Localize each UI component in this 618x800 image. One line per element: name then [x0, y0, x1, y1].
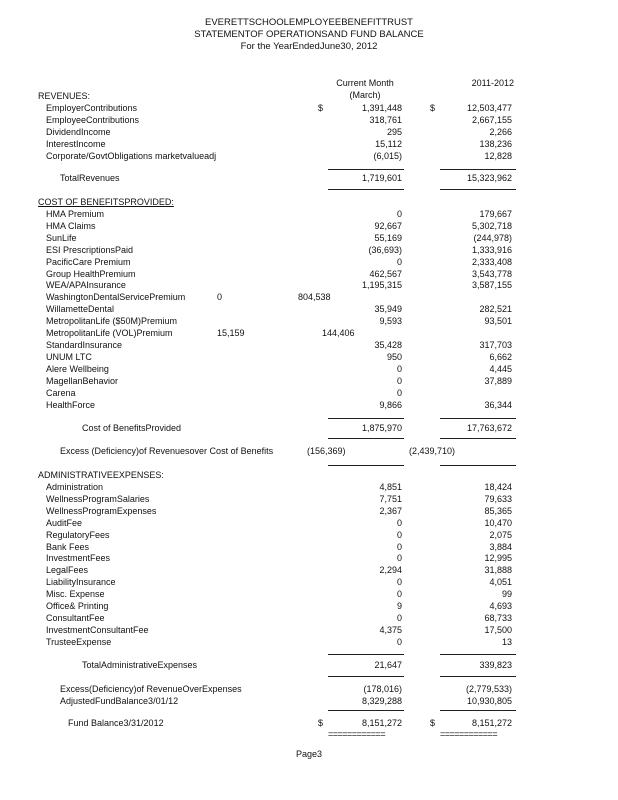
total-revenues-month: 1,719,601: [361, 173, 402, 183]
column-header-current-month: Current Month: [336, 78, 394, 88]
currency-symbol: $: [430, 718, 436, 728]
line-item-label: ConsultantFee: [46, 612, 105, 623]
line-item-label: Carena: [46, 388, 76, 398]
line-item-month: 0: [396, 209, 402, 219]
fund-balance-label: Fund Balance3/31/2012: [68, 718, 164, 728]
line-item-month: 0: [396, 256, 402, 267]
report-title: EVERETTSCHOOLEMPLOYEEBENEFITTRUST: [205, 17, 413, 28]
line-item-label: UNUM LTC: [46, 352, 92, 362]
line-item-label: HMA Premium: [46, 209, 105, 219]
line-item-label: DividendIncome: [46, 127, 111, 137]
subtotal-rule: [440, 676, 516, 677]
total-admin-ytd: 339,823: [479, 660, 512, 670]
line-item-label: WEA/APAInsurance: [46, 280, 126, 291]
line-item-month: 55,169: [374, 232, 402, 243]
excess-benefits-ytd: (2,439,710): [409, 446, 456, 456]
metlife-vol-value: 15,159: [217, 328, 245, 338]
line-item-month: 92,667: [374, 220, 402, 231]
line-item-label: InvestmentFees: [46, 553, 111, 564]
line-item-ytd: 79,633: [484, 493, 512, 504]
line-item-label: WellnessProgramSalaries: [46, 493, 150, 504]
double-rule: ============: [328, 729, 386, 739]
subtotal-rule: [328, 654, 404, 655]
metlife-vol-ytd: 144,406: [322, 328, 355, 338]
line-item-label: MagellanBehavior: [46, 376, 119, 386]
line-item-label: Corporate/GovtObligations marketvalueadj: [46, 151, 217, 161]
line-item-month: 462,567: [369, 268, 402, 279]
subtotal-rule: [440, 654, 516, 655]
subtotal-rule: [328, 465, 404, 466]
line-item-month: 0: [396, 577, 402, 588]
subtotal-rule: [328, 169, 404, 170]
line-item-month: 1,195,315: [361, 280, 402, 291]
line-item-ytd: 2,075: [489, 529, 512, 540]
line-item-ytd: 138,236: [479, 139, 512, 149]
line-item-label: Alere Wellbeing: [46, 364, 109, 374]
total-admin-month: 21,647: [374, 660, 402, 670]
line-item-ytd: 5,302,718: [471, 220, 512, 231]
line-item-ytd: 4,051: [489, 577, 512, 588]
total-admin-label: TotalAdministrativeExpenses: [82, 660, 198, 670]
line-item-ytd: 10,470: [484, 517, 512, 528]
section-heading-admin: ADMINISTRATIVEEXPENSES:: [38, 470, 164, 480]
line-item-label: TrusteeExpense: [46, 636, 112, 647]
line-item-label: StandardInsurance: [46, 340, 123, 350]
line-item-label: Group HealthPremium: [46, 268, 136, 279]
excess-benefits-label: Excess (Deficiency)of Revenuesover Cost of Benefits: [60, 446, 274, 456]
line-item-ytd: 3,587,155: [471, 280, 512, 291]
line-item-month: 0: [396, 376, 402, 386]
line-item-month: 0: [396, 529, 402, 540]
metlife-50m-label: MetropolitanLife ($50M)Premium: [46, 316, 178, 326]
line-item-ytd: 18,424: [484, 482, 512, 492]
double-rule: ============: [440, 729, 498, 739]
line-item-month: 4,375: [379, 624, 402, 635]
subtotal-rule: [328, 418, 404, 419]
line-item-ytd: 37,889: [484, 376, 512, 386]
line-item-label: Office& Printing: [46, 601, 109, 611]
fund-balance-ytd: 8,151,272: [471, 718, 512, 728]
line-item-month: 0: [396, 364, 402, 374]
line-item-label: InterestIncome: [46, 139, 106, 149]
line-item-month: 9: [396, 601, 402, 611]
line-item-label: AuditFee: [46, 517, 83, 528]
line-item-month: 0: [396, 388, 402, 398]
cost-benefits-ytd: 17,763,672: [466, 423, 512, 433]
line-item-label: Administration: [46, 482, 104, 492]
line-item-label: InvestmentConsultantFee: [46, 624, 149, 635]
line-item-label: Bank Fees: [46, 541, 90, 552]
total-revenues-ytd: 15,323,962: [466, 173, 512, 183]
willamette-dental-ytd: 282,521: [479, 304, 512, 314]
line-item-month: 0: [396, 541, 402, 552]
line-item-ytd: 85,365: [484, 505, 512, 516]
fund-balance-month: 8,151,272: [361, 718, 402, 728]
line-item-month: 950: [386, 352, 402, 362]
line-item-ytd: 12,828: [484, 151, 512, 161]
line-item-month: (36,693): [368, 244, 402, 255]
line-item-label: LiabilityInsurance: [46, 577, 116, 588]
subtotal-rule: [440, 189, 516, 190]
cost-benefits-label: Cost of BenefitsProvided: [82, 423, 182, 433]
currency-symbol: $: [318, 103, 324, 113]
line-item-label: SunLife: [46, 232, 77, 243]
line-item-label: WellnessProgramExpenses: [46, 505, 157, 516]
subtotal-rule: [440, 418, 516, 419]
line-item-month: 15,112: [375, 139, 402, 149]
adjusted-fund-ytd: 10,930,805: [466, 696, 512, 706]
line-item-label: HMA Claims: [46, 220, 96, 231]
currency-symbol: $: [318, 718, 324, 728]
adjusted-fund-label: AdjustedFundBalance3/01/12: [60, 696, 179, 706]
line-item-label: HealthForce: [46, 400, 96, 410]
line-item-month: 35,428: [374, 340, 402, 350]
line-item-ytd: 1,333,916: [471, 244, 512, 255]
metlife-50m-ytd: 93,501: [484, 316, 512, 326]
line-item-ytd: 12,995: [484, 553, 512, 564]
excess-expenses-ytd: (2,779,533): [465, 684, 512, 694]
line-item-label: Misc. Expense: [46, 589, 105, 600]
excess-expenses-month: (178,016): [363, 684, 402, 694]
column-header-ytd: 2011-2012: [471, 78, 514, 88]
line-item-ytd: 13: [501, 636, 512, 647]
line-item-month: 0: [396, 553, 402, 564]
line-item-ytd: 3,884: [489, 541, 512, 552]
line-item-month: (6,015): [373, 151, 402, 161]
line-item-ytd: 68,733: [484, 612, 512, 623]
line-item-month: 7,751: [379, 493, 402, 504]
line-item-ytd: 31,888: [484, 565, 512, 576]
page-number: Page3: [295, 749, 323, 759]
line-item-label: PacificCare Premium: [46, 256, 131, 267]
section-heading-benefits: COST OF BENEFITSPROVIDED:: [38, 197, 174, 207]
line-item-month: 295: [386, 127, 402, 137]
line-item-ytd: 17,500: [484, 624, 512, 635]
washington-dental-ytd: 804,538: [298, 292, 331, 302]
line-item-ytd: 4,445: [489, 364, 512, 374]
line-item-ytd: 6,662: [489, 352, 512, 362]
line-item-month: 0: [396, 517, 402, 528]
report-subtitle: STATEMENTOF OPERATIONSAND FUND BALANCE: [194, 29, 424, 40]
metlife-vol-label: MetropolitanLife (VOL)Premium: [46, 328, 173, 338]
currency-symbol: $: [430, 103, 436, 113]
subtotal-rule: [328, 189, 404, 190]
line-item-ytd: 179,667: [479, 209, 512, 219]
willamette-dental-label: WillametteDental: [46, 304, 115, 314]
line-item-month: 0: [396, 612, 402, 623]
line-item-ytd: 2,333,408: [471, 256, 512, 267]
line-item-label: ESI PrescriptionsPaid: [46, 244, 134, 255]
section-heading-revenues: REVENUES:: [38, 91, 91, 101]
column-header-month-name: (March): [349, 90, 381, 100]
report-period: For the YearEndedJune30, 2012: [240, 41, 378, 52]
line-item-month: 9,866: [379, 400, 402, 410]
subtotal-rule: [440, 465, 516, 466]
subtotal-rule: [440, 438, 516, 439]
subtotal-rule: [328, 710, 404, 711]
willamette-dental-month: 35,949: [374, 304, 402, 314]
total-revenues-label: TotalRevenues: [60, 173, 120, 183]
excess-expenses-label: Excess(Deficiency)of RevenueOverExpenses: [60, 684, 242, 694]
line-item-ytd: 36,344: [484, 400, 512, 410]
line-item-month: 4,851: [379, 482, 402, 492]
line-item-ytd: 99: [501, 589, 512, 600]
subtotal-rule: [440, 710, 516, 711]
subtotal-rule: [328, 676, 404, 677]
washington-dental-label: WashingtonDentalServicePremium: [46, 292, 186, 302]
line-item-ytd: 4,693: [489, 601, 512, 611]
line-item-month: 1,391,448: [361, 103, 402, 113]
line-item-label: EmployerContributions: [46, 103, 138, 113]
line-item-month: 0: [396, 636, 402, 647]
line-item-ytd: 317,703: [479, 340, 512, 350]
line-item-ytd: 2,667,155: [471, 115, 512, 125]
line-item-ytd: 12,503,477: [466, 103, 512, 113]
subtotal-rule: [328, 438, 404, 439]
line-item-month: 318,761: [369, 115, 402, 125]
line-item-label: LegalFees: [46, 565, 89, 576]
adjusted-fund-month: 8,329,288: [361, 696, 402, 706]
line-item-label: RegulatoryFees: [46, 529, 110, 540]
line-item-month: 2,294: [379, 565, 402, 576]
line-item-ytd: 3,543,778: [471, 268, 512, 279]
washington-dental-value: 0: [217, 292, 223, 302]
metlife-50m-month: 9,593: [379, 316, 402, 326]
line-item-month: 2,367: [379, 505, 402, 516]
line-item-month: 0: [396, 589, 402, 600]
line-item-ytd: (244,978): [473, 232, 512, 243]
line-item-ytd: 2,266: [489, 127, 512, 137]
cost-benefits-month: 1,875,970: [361, 423, 402, 433]
excess-benefits-month: (156,369): [307, 446, 346, 456]
line-item-label: EmployeeContributions: [46, 115, 140, 125]
subtotal-rule: [440, 169, 516, 170]
